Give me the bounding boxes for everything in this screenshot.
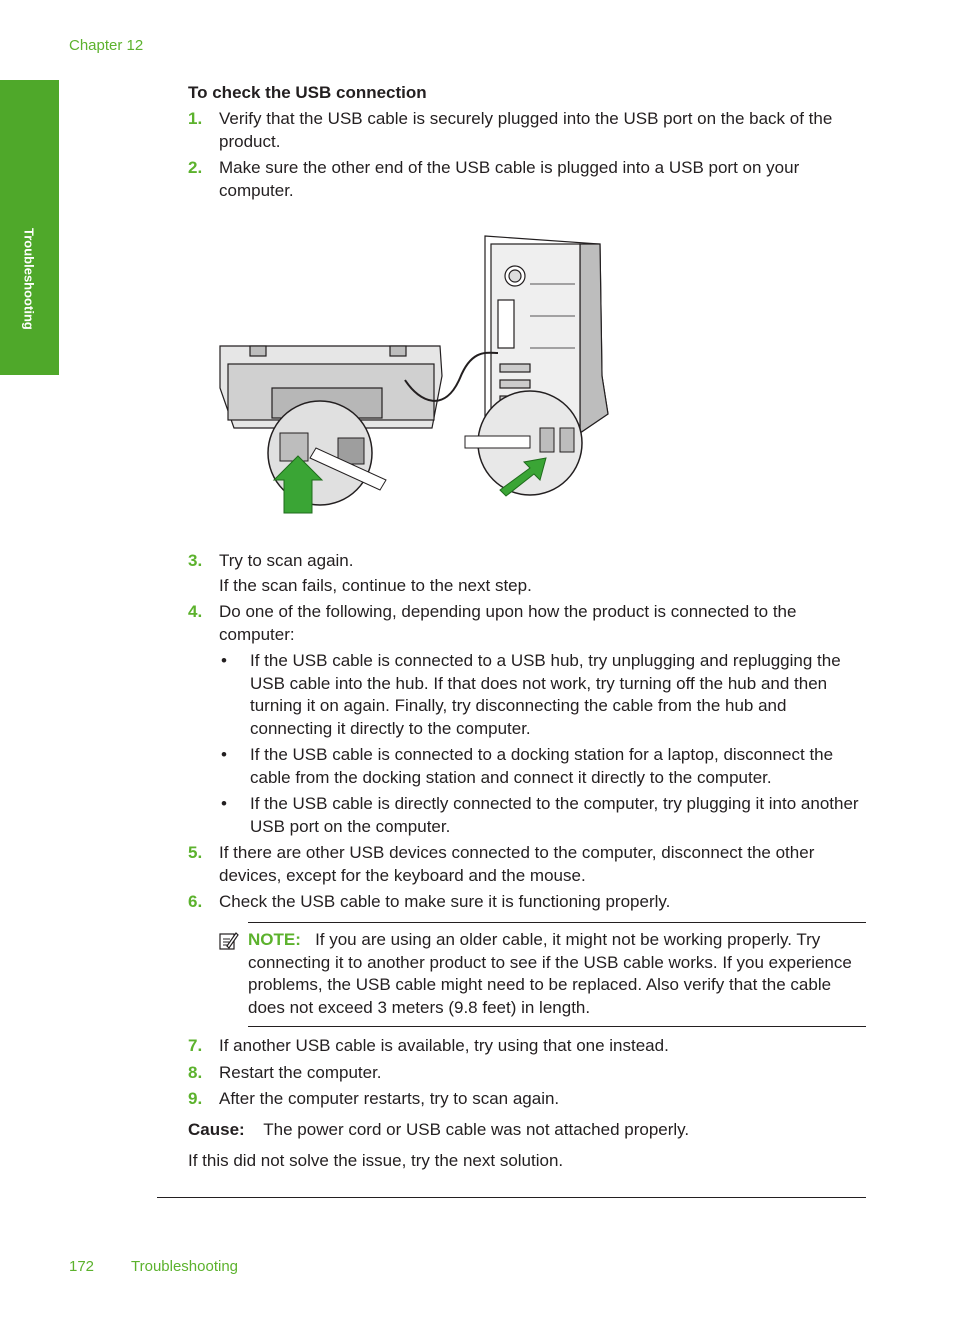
note-bottom-rule [248, 1026, 866, 1027]
page-number: 172 [69, 1258, 95, 1275]
step-number: 2. [188, 158, 203, 177]
note-pencil-icon [219, 931, 239, 951]
step-number: 5. [188, 843, 203, 862]
final-instruction: If this did not solve the issue, try the next solution. [188, 1151, 564, 1170]
step-number: 4. [188, 602, 203, 621]
step-number: 8. [188, 1063, 203, 1082]
bullet-marker: • [221, 745, 227, 764]
step-number: 1. [188, 109, 203, 128]
step-number: 7. [188, 1036, 203, 1055]
step-text: Do one of the following, depending upon how the product is connected to the computer: [219, 602, 797, 644]
footer-rule [157, 1197, 866, 1198]
step-text: If there are other USB devices connected to the computer, disconnect the other devices, except for the keyboard and the mouse. [219, 843, 815, 885]
step-text: Restart the computer. [219, 1063, 382, 1082]
note-top-rule [248, 922, 866, 923]
bullet-text: If the USB cable is connected to a docking station for a laptop, disconnect the cable from the docking station and connect it directly to the computer. [250, 745, 834, 787]
note-label: NOTE: [248, 930, 301, 949]
bullet-marker: • [221, 651, 227, 670]
bullet-text: If the USB cable is directly connected to the computer, try plugging it into another USB port on the computer. [250, 794, 859, 836]
step-3-subtext: If the scan fails, continue to the next step. [219, 576, 532, 595]
step-text: Verify that the USB cable is securely plugged into the USB port on the back of the product. [219, 109, 833, 151]
step-number: 3. [188, 551, 203, 570]
cause-label: Cause: [188, 1120, 245, 1139]
step-text: If another USB cable is available, try using that one instead. [219, 1036, 669, 1055]
chapter-header: Chapter 12 [69, 37, 144, 54]
usb-connection-illustration [210, 228, 620, 518]
step-text: Try to scan again. [219, 551, 354, 570]
step-text: Check the USB cable to make sure it is functioning properly. [219, 892, 671, 911]
cause-line [188, 1119, 689, 1142]
step-number: 6. [188, 892, 203, 911]
step-number: 9. [188, 1089, 203, 1108]
note-text: If you are using an older cable, it might not be working properly. Try connecting it to another product to see if the USB cable works. If you experience problems, the USB cable might need to be replaced. Also verify that the cable does not exceed 3 meters (9.8 feet) in length. [248, 930, 852, 1017]
cause-text: The power cord or USB cable was not attached properly. [263, 1120, 690, 1139]
step-text: After the computer restarts, try to scan again. [219, 1089, 560, 1108]
computer-port-zoom [465, 391, 582, 496]
footer-title: Troubleshooting [131, 1258, 239, 1275]
bullet-marker: • [221, 794, 227, 813]
bullet-text: If the USB cable is connected to a USB hub, try unplugging and replugging the USB cable into the hub. If that does not work, try turning off the hub and then turning it on again. Finally, try disconnecting the cable from the hub and connecting it directly to the computer. [250, 651, 841, 738]
section-heading: To check the USB connection [188, 83, 427, 102]
step-text: Make sure the other end of the USB cable is plugged into a USB port on your computer. [219, 158, 800, 200]
side-tab-label: Troubleshooting [21, 228, 37, 330]
note-block [248, 929, 868, 1019]
